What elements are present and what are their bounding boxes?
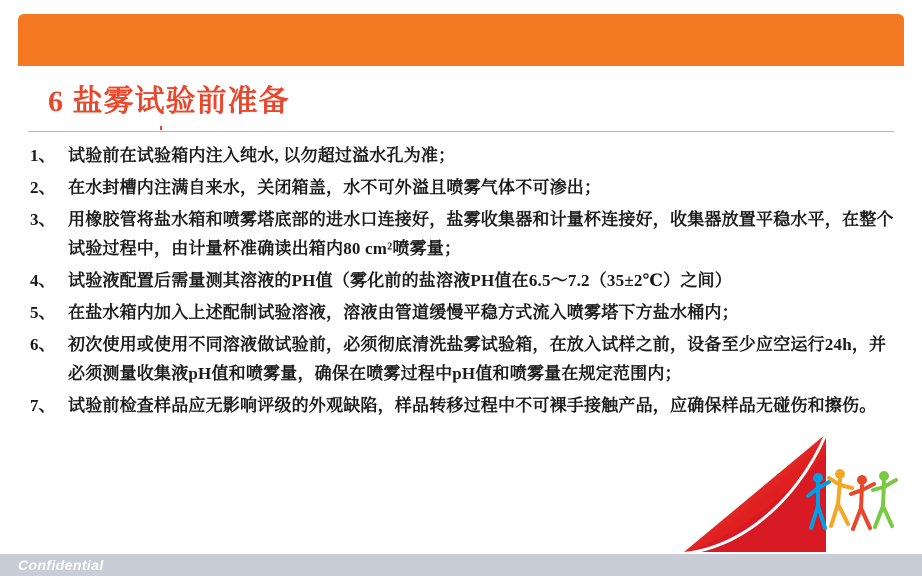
list-item-number: 5、 [30,303,56,322]
list-item-text: 用橡胶管将盐水箱和喷雾塔底部的进水口连接好，盐雾收集器和计量杯连接好，收集器放置平稳水平，在整个试验过程中，由计量杯准确读出箱内80 cm²喷雾量； [68,210,894,258]
list-item-text: 试验液配置后需量测其溶液的PH值（雾化前的盐溶液PH值在6.5～7.2（35±2℃）之间） [68,271,732,290]
list-item-number: 2、 [30,178,56,197]
list-item-number: 4、 [30,271,56,290]
list-item [30,205,900,263]
list-item [30,330,900,388]
list-item [30,173,900,202]
footer-bar [0,554,922,576]
title-divider [28,131,894,132]
list-item [30,141,900,170]
dancers-icon [804,466,900,540]
list-item-number: 1、 [30,146,56,165]
content-list [30,141,900,423]
confidential-label: Confidential [18,557,104,573]
title-tick-mark [160,126,162,130]
list-item [30,266,900,295]
list-item-text: 初次使用或使用不同溶液做试验前，必须彻底清洗盐雾试验箱，在放入试样之前，设备至少应空运行24h，并必须测量收集液pH值和喷雾量，确保在喷雾过程中pH值和喷雾量在规定范围内； [68,335,887,383]
list-item [30,298,900,327]
list-item-text: 在盐水箱内加入上述配制试验溶液，溶液由管道缓慢平稳方式流入喷雾塔下方盐水桶内； [68,303,739,322]
page-title: 6 盐雾试验前准备 [48,85,290,118]
list-item-text: 试验前在试验箱内注入纯水, 以勿超过溢水孔为准； [68,146,456,165]
list-item-number: 3、 [30,210,56,229]
header-accent-bar [18,14,904,66]
list-item-number: 6、 [30,335,56,354]
list-item-text: 试验前检查样品应无影响评级的外观缺陷，样品转移过程中不可裸手接触产品，应确保样品无碰伤和擦伤。 [68,396,877,415]
list-item-text: 在水封槽内注满自来水，关闭箱盖，水不可外溢且喷雾气体不可渗出； [68,178,602,197]
list-item [30,391,900,420]
list-item-number: 7、 [30,396,56,415]
